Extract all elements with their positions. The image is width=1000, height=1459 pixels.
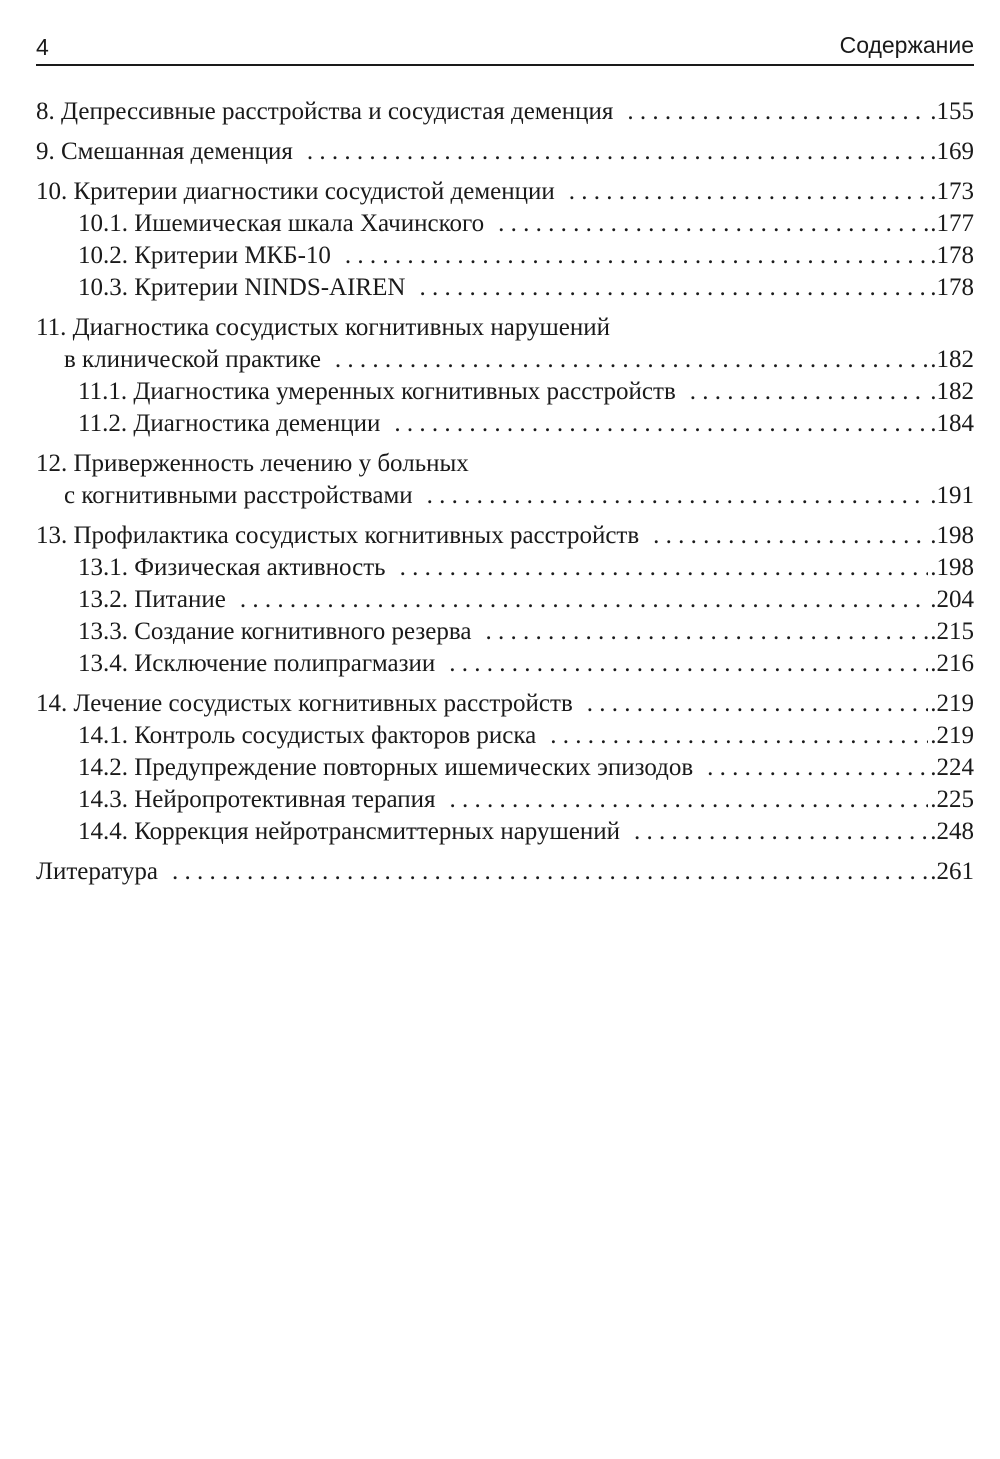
toc-entry-page: .219 bbox=[930, 722, 974, 749]
dot-leader bbox=[587, 688, 928, 720]
toc-entry-title: 11.2. Диагностика деменции bbox=[78, 410, 381, 437]
toc-entry-title: 10.2. Критерии МКБ-10 bbox=[78, 242, 331, 269]
toc-entry-title: 12. Приверженность лечению у больных bbox=[36, 450, 469, 477]
toc-entry[interactable] bbox=[36, 96, 974, 128]
toc-subentry[interactable] bbox=[36, 784, 974, 816]
toc-entry-title: 8. Депрессивные расстройства и сосудистая деменция bbox=[36, 98, 614, 125]
dot-leader bbox=[627, 96, 928, 128]
toc-entry-page: .182 bbox=[930, 378, 974, 405]
toc-subentry[interactable] bbox=[36, 752, 974, 784]
dot-leader bbox=[240, 584, 928, 616]
toc-entry-page: .173 bbox=[930, 178, 974, 205]
dot-leader bbox=[172, 856, 928, 888]
toc-group bbox=[36, 96, 974, 128]
toc-entry-page: .215 bbox=[930, 618, 974, 645]
toc-entry-title: 14.4. Коррекция нейротрансмиттерных нарушений bbox=[78, 818, 620, 845]
toc-entry-title: 13. Профилактика сосудистых когнитивных расстройств bbox=[36, 522, 640, 549]
toc-entry-page: .198 bbox=[930, 554, 974, 581]
toc-entry-title: 14.2. Предупреждение повторных ишемических эпизодов bbox=[78, 754, 694, 781]
toc-entry-page: .191 bbox=[930, 482, 974, 509]
toc-entry-title: 14.1. Контроль сосудистых факторов риска bbox=[78, 722, 537, 749]
toc-group bbox=[36, 136, 974, 168]
dot-leader bbox=[394, 408, 928, 440]
toc-entry-title: 9. Смешанная деменция bbox=[36, 138, 293, 165]
toc-entry-continuation[interactable] bbox=[36, 480, 974, 512]
toc-entry-title: 11.1. Диагностика умеренных когнитивных расстройств bbox=[78, 378, 676, 405]
toc-subentry[interactable] bbox=[36, 584, 974, 616]
toc-entry[interactable] bbox=[36, 176, 974, 208]
toc-entry-page: .178 bbox=[930, 242, 974, 269]
toc-entry-page: .224 bbox=[930, 754, 974, 781]
toc-subentry[interactable] bbox=[36, 552, 974, 584]
toc-subentry[interactable] bbox=[36, 408, 974, 440]
toc-entry-page: .225 bbox=[930, 786, 974, 813]
dot-leader bbox=[335, 344, 928, 376]
running-head bbox=[36, 28, 974, 66]
toc-entry-title: 14. Лечение сосудистых когнитивных расстройств bbox=[36, 690, 573, 717]
toc-entry-first-line[interactable] bbox=[36, 448, 974, 480]
toc-subentry[interactable] bbox=[36, 240, 974, 272]
toc-entry-page: .178 bbox=[930, 274, 974, 301]
toc-group bbox=[36, 448, 974, 512]
toc-entry-title: 10.3. Критерии NINDS-AIREN bbox=[78, 274, 406, 301]
dot-leader bbox=[419, 272, 928, 304]
toc-group bbox=[36, 520, 974, 680]
dot-leader bbox=[498, 208, 928, 240]
dot-leader bbox=[485, 616, 928, 648]
toc-entry-page: .204 bbox=[930, 586, 974, 613]
toc-entry-page: .261 bbox=[930, 858, 974, 885]
toc-entry-title: 13.3. Создание когнитивного резерва bbox=[78, 618, 472, 645]
toc-entry-continuation[interactable] bbox=[36, 344, 974, 376]
table-of-contents bbox=[36, 96, 974, 896]
dot-leader bbox=[550, 720, 928, 752]
toc-subentry[interactable] bbox=[36, 208, 974, 240]
toc-entry-title: 13.1. Физическая активность bbox=[78, 554, 386, 581]
dot-leader bbox=[653, 520, 928, 552]
toc-subentry[interactable] bbox=[36, 720, 974, 752]
toc-subentry[interactable] bbox=[36, 272, 974, 304]
dot-leader bbox=[569, 176, 928, 208]
dot-leader bbox=[427, 480, 929, 512]
toc-entry-page: .248 bbox=[930, 818, 974, 845]
dot-leader bbox=[345, 240, 928, 272]
toc-entry[interactable] bbox=[36, 520, 974, 552]
dot-leader bbox=[634, 816, 928, 848]
toc-entry[interactable] bbox=[36, 856, 974, 888]
toc-entry-first-line[interactable] bbox=[36, 312, 974, 344]
toc-entry-title: 14.3. Нейропротективная терапия bbox=[78, 786, 436, 813]
dot-leader bbox=[400, 552, 929, 584]
toc-subentry[interactable] bbox=[36, 648, 974, 680]
toc-entry-page: .177 bbox=[930, 210, 974, 237]
toc-entry-title: 13.2. Питание bbox=[78, 586, 226, 613]
toc-entry-title-cont: в клинической практике bbox=[64, 346, 321, 373]
toc-entry-title: 10. Критерии диагностики сосудистой деменции bbox=[36, 178, 555, 205]
toc-group bbox=[36, 856, 974, 888]
toc-entry-title: 13.4. Исключение полипрагмазии bbox=[78, 650, 436, 677]
toc-group bbox=[36, 176, 974, 304]
dot-leader bbox=[450, 784, 929, 816]
toc-group bbox=[36, 688, 974, 848]
dot-leader bbox=[690, 376, 928, 408]
section-title: Содержание bbox=[839, 32, 974, 58]
toc-entry-page: .198 bbox=[930, 522, 974, 549]
toc-entry-page: .184 bbox=[930, 410, 974, 437]
dot-leader bbox=[307, 136, 928, 168]
toc-entry[interactable] bbox=[36, 136, 974, 168]
toc-subentry[interactable] bbox=[36, 816, 974, 848]
dot-leader bbox=[707, 752, 928, 784]
toc-subentry[interactable] bbox=[36, 616, 974, 648]
toc-entry[interactable] bbox=[36, 688, 974, 720]
toc-entry-title-cont: с когнитивными расстройствами bbox=[64, 482, 413, 509]
toc-entry-page: .182 bbox=[930, 346, 974, 373]
toc-entry-page: .155 bbox=[930, 98, 974, 125]
toc-entry-page: .169 bbox=[930, 138, 974, 165]
toc-entry-page: .216 bbox=[930, 650, 974, 677]
toc-entry-title: 10.1. Ишемическая шкала Хачинского bbox=[78, 210, 485, 237]
toc-entry-title: Литература bbox=[36, 858, 158, 885]
toc-group bbox=[36, 312, 974, 440]
dot-leader bbox=[449, 648, 928, 680]
toc-entry-page: .219 bbox=[930, 690, 974, 717]
toc-subentry[interactable] bbox=[36, 376, 974, 408]
page-number: 4 bbox=[36, 34, 49, 60]
toc-entry-title: 11. Диагностика сосудистых когнитивных нарушений bbox=[36, 314, 610, 341]
